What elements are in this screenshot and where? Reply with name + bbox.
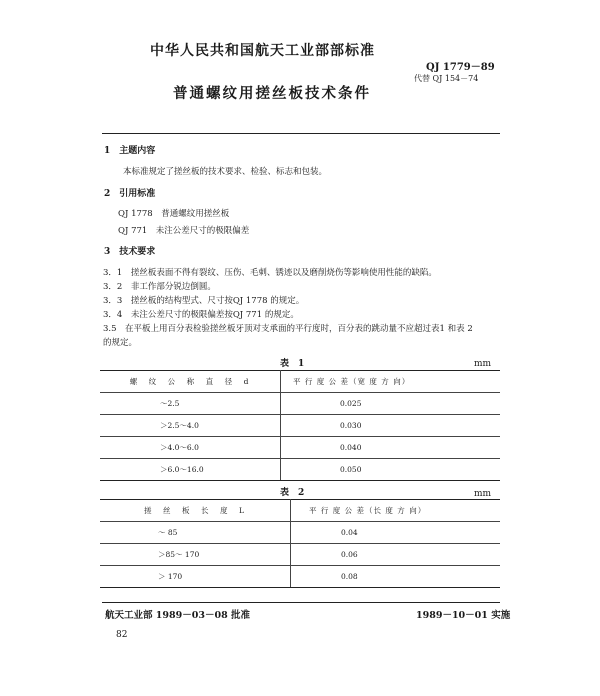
- table-1-caption: 表 1: [280, 359, 305, 369]
- table-header-cell: 螺 纹 公 称 直 径 d: [100, 371, 281, 393]
- table-2-caption: 表 2: [280, 488, 305, 498]
- table-cell: ～2.5: [100, 393, 281, 415]
- table-row: [100, 522, 500, 544]
- ministry-standard-header: 中华人民共和国航天工业部部标准: [150, 43, 375, 59]
- table-header-cell: 平 行 度 公 差（宽 度 方 向）: [281, 371, 501, 393]
- section-1-heading: 1 主题内容: [104, 146, 156, 156]
- table-cell: 0.025: [281, 393, 501, 415]
- reference-standard: QJ 771 未注公差尺寸的极限偏差: [118, 226, 250, 236]
- section-1-text: 本标准规定了搓丝板的技术要求、检验、标志和包装。: [123, 167, 328, 177]
- table-cell: ＞6.0～16.0: [100, 459, 281, 481]
- effective-date: 1989－10－01 实施: [416, 610, 511, 621]
- table-cell: ～ 85: [100, 522, 291, 544]
- table-row: [100, 544, 500, 566]
- table-2: [100, 499, 500, 588]
- reference-standard: QJ 1778 普通螺纹用搓丝板: [118, 209, 230, 219]
- standard-code: QJ 1779－89: [426, 62, 495, 73]
- table-cell: 0.06: [291, 544, 501, 566]
- replaces-standard: 代替 QJ 154－74: [414, 74, 479, 83]
- table-cell: 0.04: [291, 522, 501, 544]
- table-cell: ＞2.5～4.0: [100, 415, 281, 437]
- table-header-row: [100, 371, 500, 393]
- header-rule: [102, 133, 500, 134]
- table-cell: 0.050: [281, 459, 501, 481]
- page-number: 82: [116, 630, 128, 640]
- section-2-heading: 2 引用标准: [104, 189, 156, 199]
- table-row: [100, 415, 500, 437]
- table-cell: ＞ 170: [100, 566, 291, 588]
- table-1: [100, 370, 500, 481]
- requirement-item: 3.5 在平板上用百分表检验搓丝板牙顶对支承面的平行度时，百分表的跳动量不应超过表1 和表 2: [103, 324, 473, 334]
- section-3-heading: 3 技术要求: [104, 247, 156, 257]
- table-cell: 0.030: [281, 415, 501, 437]
- requirement-item: 3．2 非工作部分锐边倒圆。: [103, 282, 216, 292]
- table-row: [100, 437, 500, 459]
- table-row: [100, 459, 500, 481]
- document-title: 普通螺纹用搓丝板技术条件: [173, 85, 371, 102]
- table-cell: ＞85～ 170: [100, 544, 291, 566]
- table-header-cell: 搓 丝 板 长 度 L: [100, 500, 291, 522]
- table-row: [100, 393, 500, 415]
- approval-date: 航天工业部 1989－03－08 批准: [105, 610, 250, 621]
- requirement-item: 3．1 搓丝板表面不得有裂纹、压伤、毛刺、锈迹以及磨削烧伤等影响使用性能的缺陷。: [103, 268, 437, 278]
- table-cell: 0.08: [291, 566, 501, 588]
- requirement-item: 3．3 搓丝板的结构型式、尺寸按QJ 1778 的规定。: [103, 296, 305, 306]
- table-1-unit: mm: [474, 359, 492, 369]
- table-cell: ＞4.0～6.0: [100, 437, 281, 459]
- footer-rule: [102, 602, 500, 603]
- table-header-cell: 平 行 度 公 差（长 度 方 向）: [291, 500, 501, 522]
- table-2-unit: mm: [474, 489, 492, 499]
- table-cell: 0.040: [281, 437, 501, 459]
- requirement-item-continuation: 的规定。: [103, 338, 138, 348]
- table-row: [100, 566, 500, 588]
- requirement-item: 3．4 未注公差尺寸的极限偏差按QJ 771 的规定。: [103, 310, 299, 320]
- table-header-row: [100, 500, 500, 522]
